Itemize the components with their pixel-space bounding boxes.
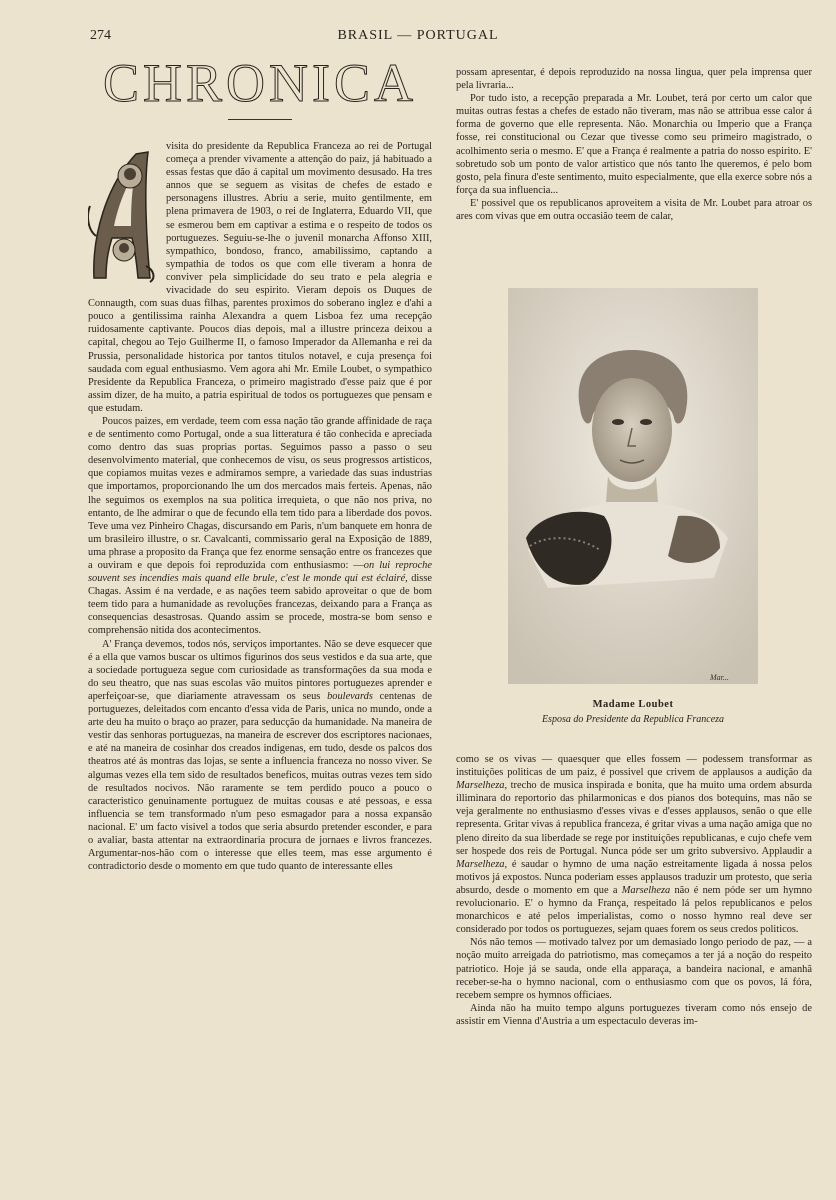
paragraph — [456, 753, 812, 936]
paragraph-text: , é saudar o hymno de uma nação estreitamente ligada á nossa pelos motivos já expostos. Nunca poderiam esses applausos traduzir um protesto, que seria absurdo, desde o momento em que a — [456, 858, 812, 896]
paragraph-text: centenas de portuguezes, deleitados com encanto d'essa vida de Paris, unica no mundo, onde a arte deu ha muito o braço ao prazer, para seducção da humanidade. Na maneira de vestir das senhoras portuguezas, na maneira de escrever dos escriptores nacionaes, e até na maneira de cosinhar dos creados indigenas, em tudo, desde os palcos dos theatros até ás montras das lojas, se sente a influencia franceza no nosso viver. Se algumas vezes ella tem sido de resultados beneficos, muitas outras vezes tem sido de resultados nocivos. Não raramente se tem perdido pouco a pouco o caracteristico genuinamente portuguez de muitas cousas e até pessoas, e essa influencia se tem transformado n'um peso esmagador para a nossa expansão nacional. E' um facto visivel a todos que seria absurdo pretender esconder, e para o avaliar, basta attentar na extraordinaria procura de jornaes e livros francezes. Argumentar-nos-hão com o interesse que elles teem, mas esse argumento é contradictorio desde o momento em que tudo quanto de interessante elles — [88, 690, 432, 873]
paragraph-text: não é nem póde ser um hymno revolucionario. E' o hymno da França, respeitado lá pelos republicanos e pelos monarchicos e até pelos imperialistas, como o nosso hymno real deve ser considerado por todos os portuguezes, sejam quaes forem os seus credos politicos. — [456, 884, 812, 936]
page-number: 274 — [90, 28, 111, 43]
quotation-text: on lui reproche souvent ses incendies mais quand elle brule, c'est le monde qui est éclairé, — [88, 560, 432, 585]
paragraph — [88, 415, 432, 638]
paragraph — [88, 638, 432, 874]
article-title: CHRONICA — [102, 53, 418, 113]
photographer-signature: Mar... — [710, 673, 729, 682]
paragraph: E' possivel que os republicanos aproveitem a visita de Mr. Loubet para atroar os ares com vivas que em outra occasião teem de calar, — [456, 197, 812, 223]
decorated-initial-a-icon — [88, 146, 158, 286]
paragraph: Por tudo isto, a recepção preparada a Mr. Loubet, terá por certo um calor que muitas outras festas a chefes de estado não tiveram, mas não se attribua esse calor á forma de governo que elle representa. Não. Monarchia ou Imperio que a França fosse, rei constitucional ou Cezar que tivesse como seu primeiro magistrado, o acolhimento seria o mesmo. E' que a França é realmente a patria do nosso espirito. E' sobretudo sob um ponto de valor artistico que nós tanto lhe queremos, é pelo bom gosto, pela finura d'este sentimento, muito especialmente, que ella exerce sobre nós a força da sua influencia... — [456, 93, 812, 196]
ornamental-letter-a-icon — [88, 146, 158, 286]
photo-caption-subtitle: Esposa do Presidente da Republica Franceza — [541, 714, 725, 725]
paragraph-text: , trecho de musica inspirada e bonita, que ha muito uma ordem absurda illiminara do reportorio das philarmonicas e dos pianos dos botequins, mas não se veja geralmente no enthusiasmo d'esses vivas e d'esses applausos, senão o que elle representa. Gritar vivas á republica franceza, é gritar vivas a uma nação amiga que no pleno direito da sua liberdade se rege por instituições republicanas, e cujo chefe vem ser hospede dos reis de Portugal. Nunca póde ser um grito subversivo. Applaudir a — [456, 780, 812, 857]
emphasis-text: Marselheza — [621, 884, 671, 896]
right-column-bottom — [456, 753, 812, 1133]
paragraph: possam apresentar, é depois reproduzido na nossa lingua, quer pela imprensa quer pela livraria... — [456, 67, 812, 92]
emphasis-text: Marselheza — [456, 858, 505, 870]
paragraph-text: A' França devemos, todos nós, serviços importantes. Não se deve esquecer que é a ella que vamos buscar os ultimos figurinos dos seus vestidos e da sua arte, que a sociedade portugueza segue com curiosidade as transformações da sua moda e do seu theatro, que nas suas escolas vão muitos pintores portuguezes aprender e aperfeiçoar-se, que diariamente atravessam os seus — [88, 638, 432, 702]
portrait-photo — [508, 288, 758, 684]
paragraph-text: Poucos paizes, em verdade, teem com essa nação tão grande affinidade de raça e de sentimento como Portugal, onde a sua litteratura é tão conhecida e apreciada como dentro das suas proprias portas. Seguimos passo a passo o seu desenvolvimento material, que conhecemos de visu, os seus progressos artisticos, que copiamos muitas vezes e admiramos sempre, a variedade das suas industrias que importamos, proporcionando lhe um dos mercados mais ferteis. Apenas, não lhe seguimos os exemplos na sua politica irrequieta, o que não nos priva, no entanto, de lhe admirar o que de fecundo ella tem tido para a liberdade dos povos. Teve uma vez Pinheiro Chagas, discursando em Paris, n'um banquete em honra de um brasileiro illustre, o sr. Cavalcanti, commissario geral na Exposição de 1889, uma phrase a proposito da França que fez enorme sensação entre os francezes que a ouviram e que depois foi reproduzida com enthusiasmo: — — [88, 415, 432, 571]
paragraph-text: disse Chagas. Assim é na verdade, e as nações teem sabido aproveitar o que de bom teem tido para a humanidade as revoluções francezas, deixando para a França as consequencias desastrosas. Quando assim se procede, mostra-se bom senso e comprehensão nitida dos acontecimentos. — [88, 573, 432, 637]
photo-caption-title: Madame Loubet — [592, 699, 674, 710]
emphasis-text: boulevards — [327, 690, 373, 702]
emphasis-text: Marselheza — [456, 780, 505, 792]
paragraph: visita do presidente da Republica Franceza ao rei de Portugal começa a prender vivamente a attenção do paiz, já habituado a essas festas que dão á capital um movimento desusado. Ha tres annos que se seguem as visitas de chefes de estado e personagens illustres. Abriu a serie, muito gentilmente, em plena primavera de 1903, o rei de Inglaterra, Eduardo VII, que se esmerou bem em captivar a estima e o respeito de todos os portuguezes. Seguiu-se-lhe o juvenil monarcha Affonso XIII, sympathico, bondoso, franco, amabilissimo, captando a sympathia de todos os que com elle tiveram a honra de conviver pela simplicidade do seu trato e pela alegria e vivacidade do seu espirito. Vieram depois os Duques de Connaugth, com suas duas filhas, parentes proximos do soberano inglez e d'ahi a pouco a gentilissima rainha Alexandra a quem Lisboa fez uma recepção ruidosamente captivante. Poucos dias depois, mal a illustre princeza deixou a capital, chegou ao Tejo Guilherme II, o famoso Imperador da Allemanha e rei da Prussia, personalidade historica por tantos titulos notavel, e cuja presença foi saudada com egual enthusiasmo. Vem agora ahi Mr. Emile Loubet, o sympathico Presidente da Republica Franceza, o primeiro magistrado d'esse paiz que é por assim dizer, de ha muito, a patria espiritual de todos os portuguezes que pensam e que estudam. — [88, 141, 432, 414]
portrait-image-icon — [508, 288, 758, 684]
paragraph-text: como se os vivas — quaesquer que elles fossem — podessem transformar as instituições politicas de um paiz, é possivel que crivem de applausos a audição da — [456, 754, 812, 779]
running-head: BRASIL — PORTUGAL — [337, 28, 499, 43]
paragraph: Ainda não ha muito tempo alguns portuguezes tiveram como nós ensejo de assistir em Vienna d'Austria a um espectaculo deveras im- — [456, 1002, 812, 1027]
left-column — [88, 140, 432, 1130]
paragraph: Nós não temos — motivado talvez por um demasiado longo periodo de paz, — a noção muito arreigada do patriotismo, mas começamos a ter já a noção do respeito patriotico. Hoje já se sauda, onde ella apparaça, a bandeira nacional, e amanhã receber-se-ha o hymno nacional, com o enthusiasmo com que os povos, lá fóra, recebem sempre os hymnos officiaes. — [456, 937, 812, 1001]
right-column-top — [456, 66, 812, 262]
title-divider — [228, 119, 292, 120]
